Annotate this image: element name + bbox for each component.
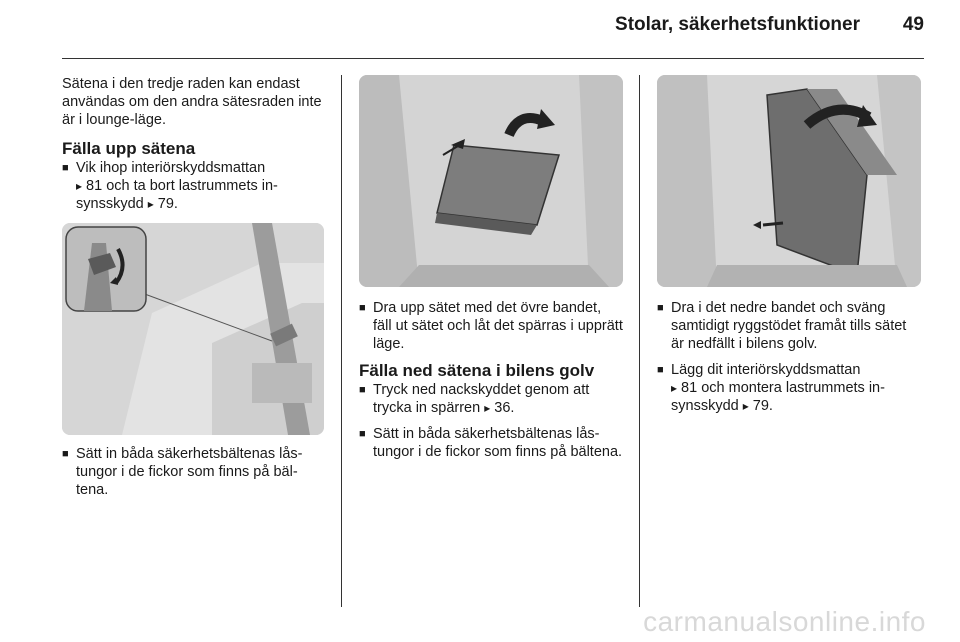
xref-arrow-icon: ▸ <box>76 179 83 193</box>
column-divider-2 <box>639 75 640 607</box>
seat-raise-illustration <box>359 75 623 287</box>
xref-arrow-icon: ▸ <box>671 381 678 395</box>
xref-arrow-icon: ▸ <box>147 197 154 211</box>
xref-arrow-icon: ▸ <box>742 399 749 413</box>
list-item: ■ Sätt in båda säkerhetsbältenas låstungor i de fickor som finns på bältena. <box>359 425 623 461</box>
seat-fold-down-illustration <box>657 75 921 287</box>
header-rule <box>62 58 924 59</box>
column-3 <box>657 75 921 423</box>
column-1 <box>62 75 324 507</box>
page-header-title: Stolar, säkerhetsfunktioner <box>615 14 860 35</box>
list-item: ■ Dra upp sätet med det övre bandet, fäll ut sätet och låt det spärras i upprätt läge. <box>359 299 623 353</box>
page-number: 49 <box>902 14 924 35</box>
section-heading-raise: Fälla upp sätena <box>62 139 196 158</box>
watermark-site: carmanualsonline.info <box>643 606 926 637</box>
list-item: ■ Vik ihop interiörskyddsmattan ▸ 81 och ta bort lastrummets insynsskydd ▸ 79. <box>62 159 324 213</box>
seatbelt-tongue-illustration <box>62 223 324 435</box>
list-item: ■ Dra i det nedre bandet och sväng samtidigt ryggstödet framåt tills sätet är nedfällt i bilens golv. <box>657 299 921 353</box>
column-divider-1 <box>341 75 342 607</box>
list-item: ■ Tryck ned nackskyddet genom att trycka in spärren ▸ 36. <box>359 381 623 417</box>
xref-arrow-icon: ▸ <box>484 401 491 415</box>
column-2 <box>359 75 623 469</box>
list-item: ■ Sätt in båda säkerhetsbältenas låstungor i de fickor som finns på bältena. <box>62 445 324 499</box>
intro-paragraph: Sätena i den tredje raden kan endast användas om den andra sätesraden inte är i lounge-läge. <box>62 76 322 128</box>
section-heading-fold-down: Fälla ned sätena i bilens golv <box>359 361 595 380</box>
list-item: ■ Lägg dit interiörskyddsmattan ▸ 81 och montera lastrummets insynsskydd ▸ 79. <box>657 361 921 415</box>
